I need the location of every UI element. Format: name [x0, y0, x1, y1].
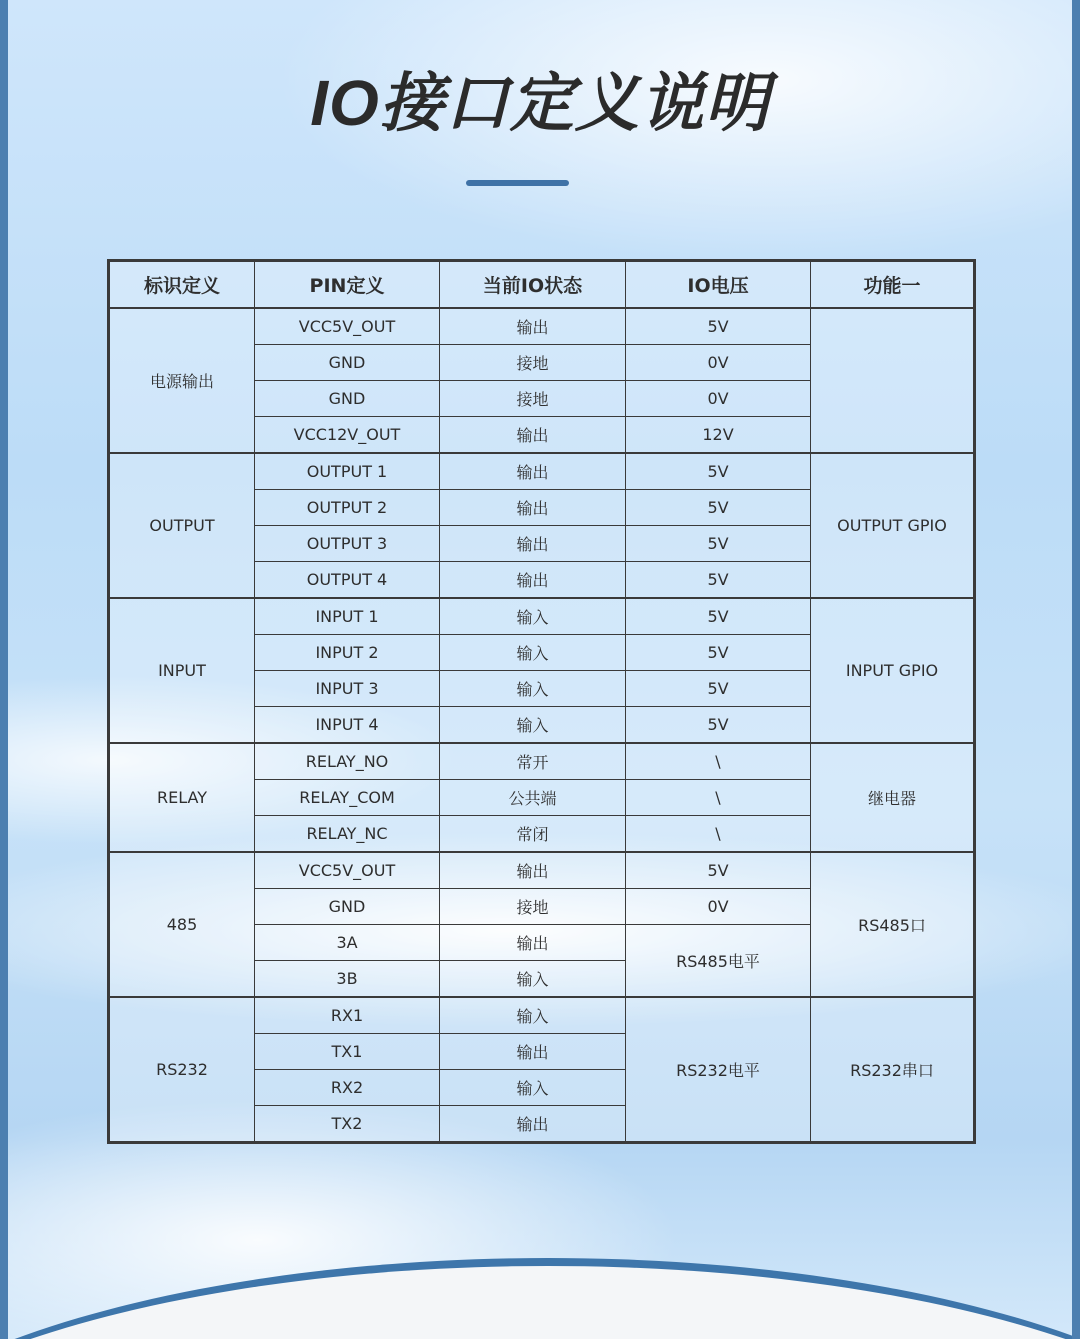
pin-cell: RX2 — [255, 1070, 440, 1106]
io-state-cell: 公共端 — [440, 780, 626, 816]
pin-cell: INPUT 1 — [255, 598, 440, 635]
pin-cell: INPUT 2 — [255, 635, 440, 671]
group-label: INPUT — [109, 598, 255, 743]
group-label: 电源输出 — [109, 308, 255, 453]
function-cell: 继电器 — [811, 743, 975, 852]
io-state-cell: 输入 — [440, 1070, 626, 1106]
bottom-arc-decoration — [8, 1258, 1072, 1339]
io-state-cell: 输出 — [440, 453, 626, 490]
table-row — [109, 997, 975, 1034]
pin-cell: VCC12V_OUT — [255, 417, 440, 454]
io-voltage-cell: 5V — [626, 635, 811, 671]
pin-cell: RELAY_COM — [255, 780, 440, 816]
header-io-voltage: IO电压 — [626, 261, 811, 309]
function-cell: RS232串口 — [811, 997, 975, 1143]
io-voltage-cell: 12V — [626, 417, 811, 454]
pin-cell: 3A — [255, 925, 440, 961]
function-cell: RS485口 — [811, 852, 975, 997]
pin-cell: VCC5V_OUT — [255, 308, 440, 345]
group-label: OUTPUT — [109, 453, 255, 598]
io-state-cell: 输出 — [440, 308, 626, 345]
io-voltage-cell: RS485电平 — [626, 925, 811, 998]
io-state-cell: 输入 — [440, 598, 626, 635]
io-definition-table — [107, 259, 976, 1144]
io-state-cell: 接地 — [440, 889, 626, 925]
header-id: 标识定义 — [109, 261, 255, 309]
pin-cell: RELAY_NC — [255, 816, 440, 853]
io-state-cell: 输出 — [440, 852, 626, 889]
table-row — [109, 308, 975, 345]
table-row — [109, 852, 975, 889]
header-function: 功能一 — [811, 261, 975, 309]
io-voltage-cell: 5V — [626, 598, 811, 635]
io-state-cell: 输出 — [440, 925, 626, 961]
function-cell — [811, 308, 975, 453]
pin-cell: INPUT 3 — [255, 671, 440, 707]
io-state-cell: 输入 — [440, 671, 626, 707]
table-row — [109, 453, 975, 490]
io-voltage-cell: 0V — [626, 889, 811, 925]
table-row — [109, 743, 975, 780]
content-panel — [8, 0, 1072, 1339]
group-label: RS232 — [109, 997, 255, 1143]
io-voltage-cell: RS232电平 — [626, 997, 811, 1143]
io-voltage-cell: \ — [626, 816, 811, 853]
io-state-cell: 接地 — [440, 345, 626, 381]
io-voltage-cell: 5V — [626, 526, 811, 562]
io-state-cell: 常开 — [440, 743, 626, 780]
pin-cell: RX1 — [255, 997, 440, 1034]
pin-cell: TX1 — [255, 1034, 440, 1070]
group-label: 485 — [109, 852, 255, 997]
header-pin: PIN定义 — [255, 261, 440, 309]
pin-cell: RELAY_NO — [255, 743, 440, 780]
function-cell: INPUT GPIO — [811, 598, 975, 743]
io-state-cell: 输入 — [440, 707, 626, 744]
io-voltage-cell: 5V — [626, 453, 811, 490]
table-row — [109, 598, 975, 635]
pin-cell: OUTPUT 3 — [255, 526, 440, 562]
function-cell: OUTPUT GPIO — [811, 453, 975, 598]
pin-cell: GND — [255, 345, 440, 381]
pin-cell: GND — [255, 889, 440, 925]
header-io-state: 当前IO状态 — [440, 261, 626, 309]
title-underline — [466, 180, 569, 186]
io-voltage-cell: \ — [626, 780, 811, 816]
table-body — [109, 308, 975, 1143]
pin-cell: GND — [255, 381, 440, 417]
pin-cell: OUTPUT 4 — [255, 562, 440, 599]
io-state-cell: 输入 — [440, 961, 626, 998]
pin-cell: VCC5V_OUT — [255, 852, 440, 889]
io-state-cell: 常闭 — [440, 816, 626, 853]
io-voltage-cell: 5V — [626, 308, 811, 345]
group-label: RELAY — [109, 743, 255, 852]
pin-cell: OUTPUT 1 — [255, 453, 440, 490]
io-state-cell: 输出 — [440, 417, 626, 454]
pin-cell: 3B — [255, 961, 440, 998]
io-state-cell: 输出 — [440, 490, 626, 526]
pin-cell: OUTPUT 2 — [255, 490, 440, 526]
io-voltage-cell: 0V — [626, 345, 811, 381]
io-voltage-cell: 5V — [626, 852, 811, 889]
io-state-cell: 接地 — [440, 381, 626, 417]
io-state-cell: 输入 — [440, 997, 626, 1034]
io-state-cell: 输出 — [440, 562, 626, 599]
pin-cell: INPUT 4 — [255, 707, 440, 744]
io-state-cell: 输出 — [440, 1034, 626, 1070]
io-voltage-cell: 5V — [626, 707, 811, 744]
io-voltage-cell: 5V — [626, 671, 811, 707]
io-state-cell: 输入 — [440, 635, 626, 671]
pin-cell: TX2 — [255, 1106, 440, 1143]
io-voltage-cell: \ — [626, 743, 811, 780]
io-voltage-cell: 5V — [626, 562, 811, 599]
io-state-cell: 输出 — [440, 1106, 626, 1143]
page-title: IO接口定义说明 — [310, 67, 770, 139]
io-state-cell: 输出 — [440, 526, 626, 562]
table-header-row — [109, 261, 975, 309]
io-voltage-cell: 0V — [626, 381, 811, 417]
io-voltage-cell: 5V — [626, 490, 811, 526]
